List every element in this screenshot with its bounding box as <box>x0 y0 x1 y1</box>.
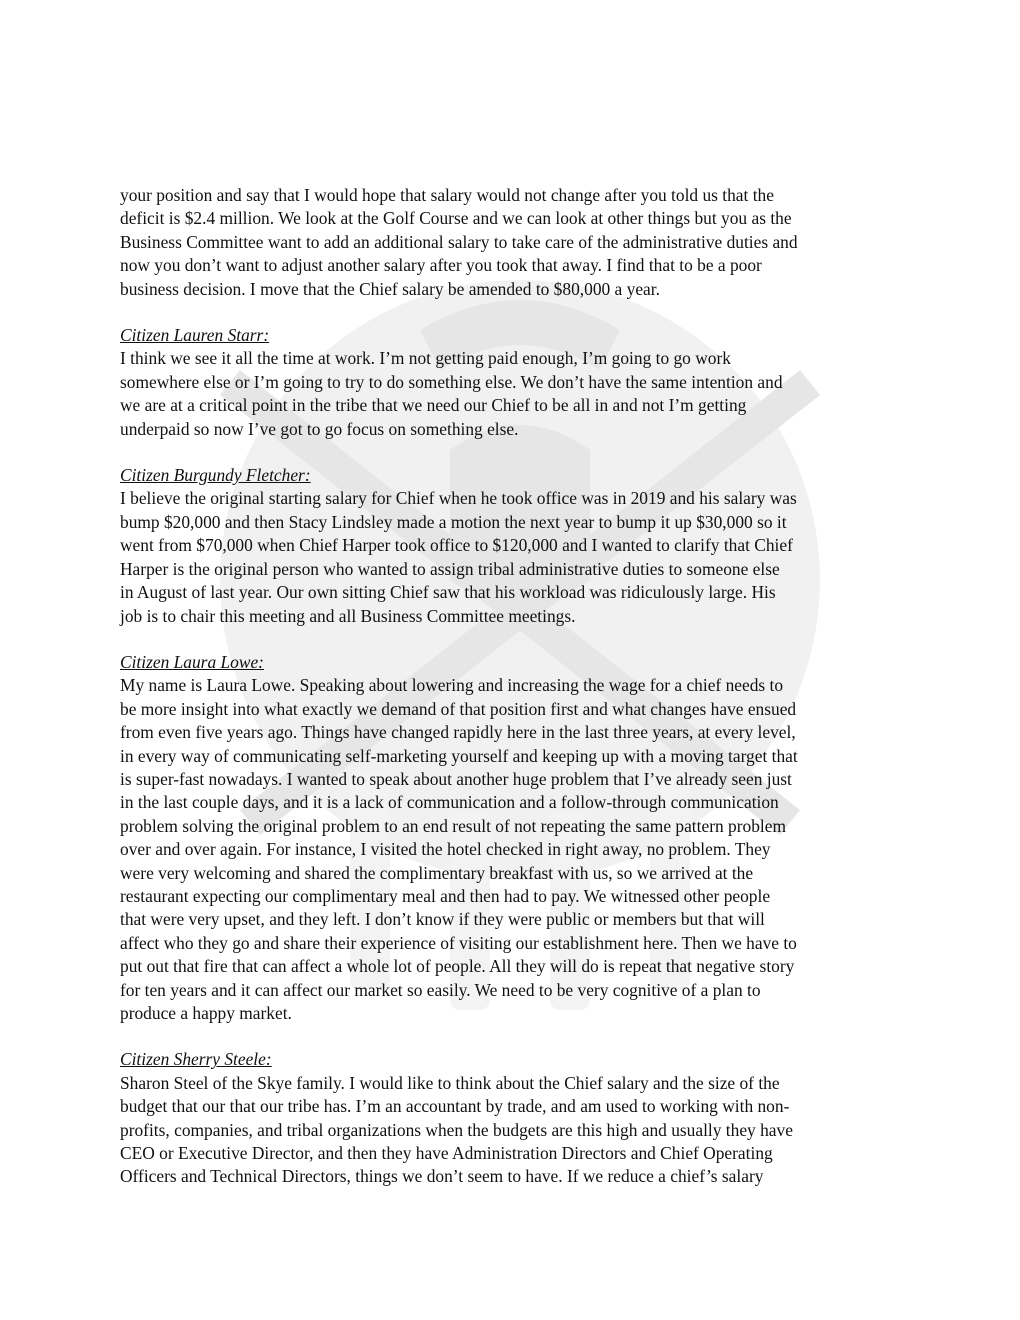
statement-laura-lowe: My name is Laura Lowe. Speaking about lowering and increasing the wage for a chief needs to be more insight into what exactly we demand of that position first and what changes have ensued from even five years ago. Things have changed rapidly here in the last three years, at every level, in every way of communicating self-marketing yourself and keeping up with a moving target that is super-fast nowadays. I wanted to speak about another huge problem that I’ve already seen just in the last couple days, and it is a lack of communication and a follow-through communication problem solving the original problem to an end result of not repeating the same pattern problem over and over again. For instance, I visited the hotel checked in right away, no problem. They were very welcoming and shared the complimentary breakfast with us, so we arrived at the restaurant expecting our complimentary meal and then had to pay. We witnessed other people that were very upset, and they left. I don’t know if they were public or members but that will affect who they go and share their experience of visiting our establishment here. Then we have to put out that fire that can affect a whole lot of people. All they will do is repeat that negative story for ten years and it can affect our market so easily. We need to be very cognitive of a plan to produce a happy market. <box>120 675 798 1023</box>
statement-sherry-steele: Sharon Steel of the Skye family. I would like to think about the Chief salary and the size of the budget that our that our tribe has. I’m an accountant by trade, and am used to working with non- profits, companies, and tribal organizations when the budgets are this high and usually they have CEO or Executive Director, and then they have Administration Directors and Chief Operating Officers and Technical Directors, things we don’t seem to have. If we reduce a chief’s salary <box>120 1072 793 1187</box>
speaker-lauren-starr: Citizen Lauren Starr: <box>120 325 270 346</box>
speaker-laura-lowe: Citizen Laura Lowe: <box>120 651 264 672</box>
statement-burgundy-fletcher: I believe the original starting salary for Chief when he took office was in 2019 and his salary was bump $20,000 and then Stacy Lindsley made a motion the next year to bump it up $30,000 so it went from $70,000 when Chief Harper took office to $120,000 and I wanted to clarify that Chief Harper is the original person who wanted to assign tribal administrative duties to someone else in August of last year. Our own sitting Chief saw that his workload was ridiculously large. His job is to chair this meeting and all Business Committee meetings. <box>120 488 797 626</box>
speaker-burgundy-fletcher: Citizen Burgundy Fletcher: <box>120 465 311 486</box>
speaker-sherry-steele: Citizen Sherry Steele: <box>120 1049 272 1070</box>
statement-lauren-starr: I think we see it all the time at work. I’m not getting paid enough, I’m going to go work somewhere else or I’m going to try to do something else. We don’t have the same intention and we are at a critical point in the tribe that we need our Chief to be all in and not I’m getting underpaid so now I’ve got to go focus on something else. <box>120 348 783 439</box>
intro-paragraph: your position and say that I would hope that salary would not change after you told us that the deficit is $2.4 million. We look at the Golf Course and we can look at other things but you as the Business Committee want to add an additional salary to take care of the administrative duties and now you don’t want to adjust another salary after you took that away. I find that to be a poor business decision. I move that the Chief salary be amended to $80,000 a year. <box>120 185 798 299</box>
transcript-page <box>120 184 910 1189</box>
